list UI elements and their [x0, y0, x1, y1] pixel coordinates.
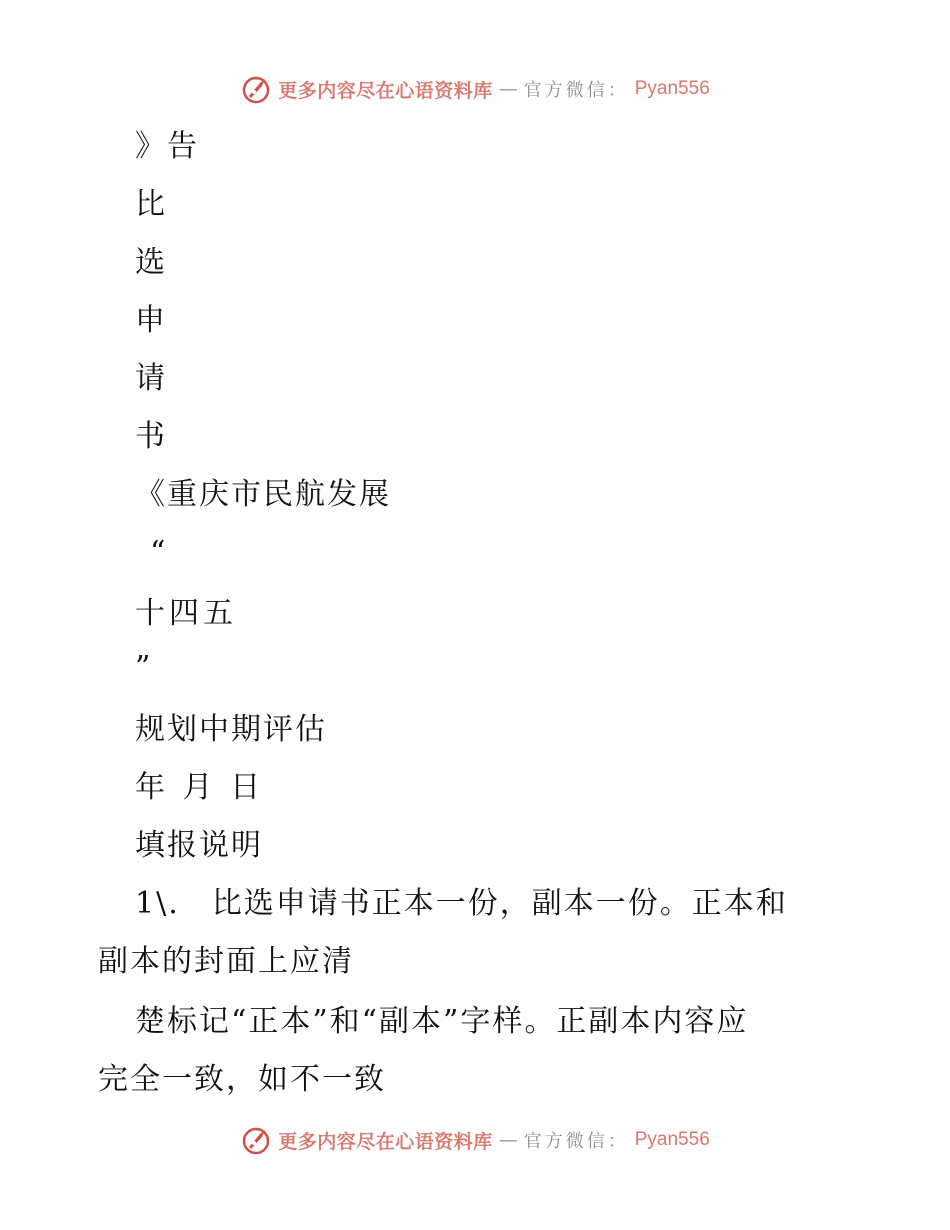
- watermark-account: Pyan556: [634, 1129, 710, 1150]
- watermark-brand: 更多内容尽在心语资料库: [278, 1130, 493, 1153]
- pen-nib-circle-icon: [240, 1124, 272, 1156]
- text-line: 书: [135, 419, 167, 454]
- text-line: 选: [135, 245, 167, 280]
- text-line: 楚标记“正本”和“副本”字样。正副本内容应: [135, 1004, 749, 1039]
- text-line: “: [150, 535, 168, 570]
- text-line: ”: [135, 650, 153, 685]
- header-watermark: [0, 72, 950, 106]
- text-line: 年 月 日: [135, 770, 265, 805]
- watermark-dash: —: [498, 78, 518, 100]
- text-line: 完全一致，如不一致: [98, 1062, 386, 1097]
- watermark-official: 官方微信：: [523, 1131, 629, 1152]
- text-line: 规划中期评估: [135, 712, 327, 747]
- text-line: 《重庆市民航发展: [135, 477, 391, 512]
- watermark-dash: —: [498, 1129, 518, 1151]
- text-line: 比: [135, 187, 167, 222]
- pen-nib-circle-icon: [240, 73, 272, 105]
- watermark-brand: 更多内容尽在心语资料库: [278, 79, 493, 102]
- text-line: 》告: [135, 129, 199, 164]
- text-line: 申: [135, 303, 167, 338]
- text-line: 填报说明: [135, 828, 263, 863]
- text-line: 请: [135, 361, 167, 396]
- text-line: 副本的封面上应清: [98, 944, 354, 979]
- text-line: 十四五: [135, 596, 237, 631]
- text-line: 1\. 比选申请书正本一份，副本一份。正本和: [135, 886, 788, 921]
- watermark-official: 官方微信：: [523, 80, 629, 101]
- footer-watermark: [0, 1123, 950, 1157]
- watermark-account: Pyan556: [634, 78, 710, 99]
